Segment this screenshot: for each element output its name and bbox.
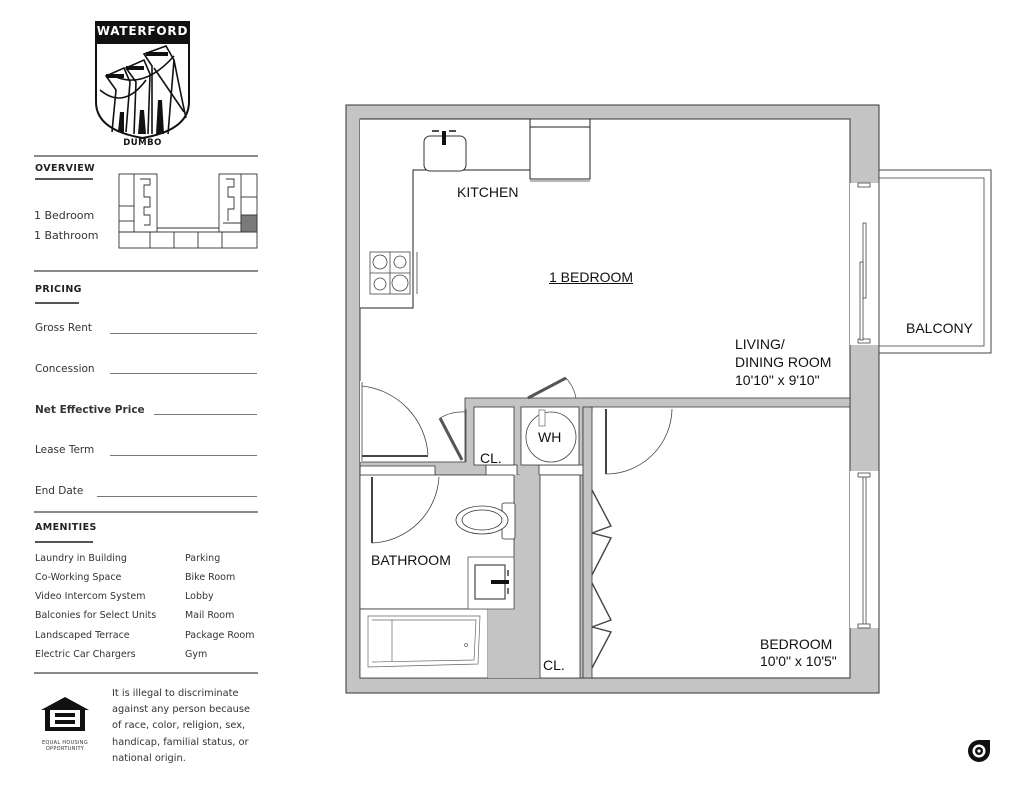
pricing-title: PRICING — [35, 284, 82, 295]
living-label-line2: DINING ROOM — [735, 354, 832, 370]
amenity-item: Mail Room — [185, 610, 235, 621]
bathroom-label: BATHROOM — [371, 552, 451, 568]
amenity-item: Package Room — [185, 630, 255, 641]
eho-caption-line2: OPPORTUNITY — [45, 746, 85, 752]
eho-caption-line1: EQUAL HOUSING — [41, 740, 89, 746]
logo-neighborhood-text: DUMBO — [123, 138, 162, 148]
amenity-item: Landscaped Terrace — [35, 630, 130, 641]
logo-brand-text: WATERFORD — [96, 24, 189, 38]
overview-bedrooms: 1 Bedroom — [34, 209, 95, 222]
closet-label: CL. — [543, 657, 565, 673]
bifold-closet-doors — [592, 490, 611, 668]
amenity-item: Laundry in Building — [35, 553, 127, 564]
water-heater-label: WH — [538, 429, 562, 445]
overview-title: OVERVIEW — [35, 163, 96, 174]
amenities-title: AMENITIES — [35, 522, 97, 533]
bedroom-label: BEDROOM — [760, 636, 833, 652]
net-effective-price-label: Net Effective Price — [35, 404, 145, 416]
unit-type-label: 1 BEDROOM — [549, 269, 634, 285]
gross-rent-label: Gross Rent — [35, 322, 92, 334]
amenity-item: Lobby — [185, 591, 214, 602]
amenity-item: Gym — [185, 649, 208, 660]
circular-drop-logo-icon — [967, 739, 991, 763]
amenity-item: Bike Room — [185, 572, 236, 583]
bedroom-dimensions: 10'0" x 10'5" — [760, 653, 837, 669]
balcony-label: BALCONY — [906, 320, 973, 336]
overview-bathrooms: 1 Bathroom — [34, 229, 99, 242]
amenity-item: Balconies for Select Units — [35, 610, 157, 621]
kitchen-label: KITCHEN — [457, 184, 519, 200]
living-label-line1: LIVING/ — [735, 336, 785, 352]
fair-housing-statement: It is illegal to discriminate against any person because of race, color, religion, sex, handicap, familial status, or national origin. — [112, 688, 251, 764]
lease-term-label: Lease Term — [35, 444, 95, 456]
amenity-item: Video Intercom System — [35, 591, 146, 602]
end-date-label: End Date — [35, 485, 84, 497]
amenity-item: Parking — [185, 553, 221, 564]
amenity-item: Co-Working Space — [35, 572, 122, 583]
living-dimensions: 10'10" x 9'10" — [735, 372, 820, 388]
concession-label: Concession — [35, 363, 95, 375]
closet-label: CL. — [480, 450, 502, 466]
amenity-item: Electric Car Chargers — [35, 649, 136, 660]
